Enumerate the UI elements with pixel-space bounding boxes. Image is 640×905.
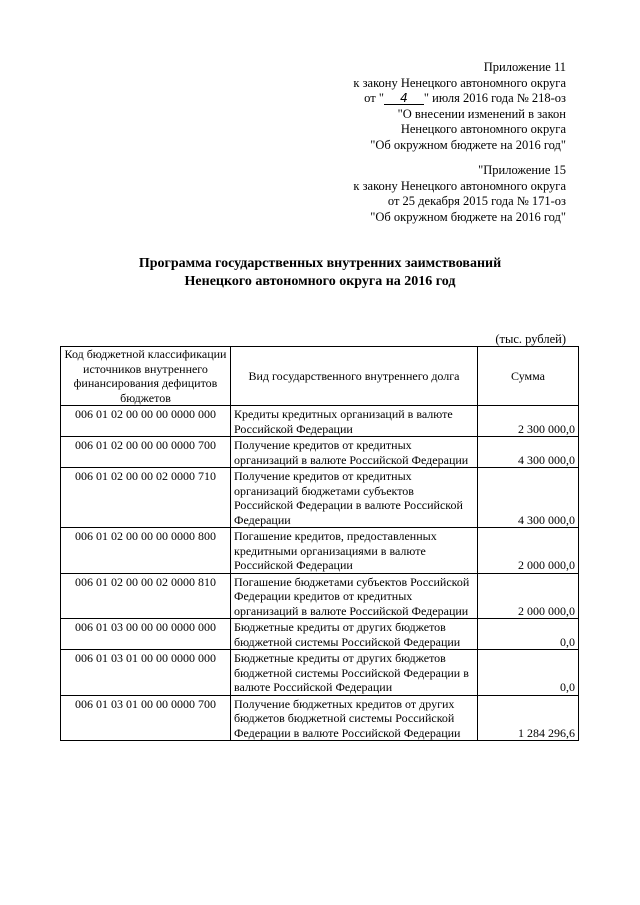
appendix-11-date-line <box>353 91 566 107</box>
row-description: Погашение бюджетами субъектов Российской Федерации кредитов от кредитных организаций в валюте Российской Федерации <box>231 573 478 619</box>
appendix-11-law-line: к закону Ненецкого автономного округа <box>353 75 566 90</box>
borrowing-table <box>60 346 579 741</box>
row-amount: 0,0 <box>478 619 579 650</box>
appendix-11-budget-line: "Об окружном бюджете на 2016 год" <box>370 137 566 152</box>
row-description: Бюджетные кредиты от других бюджетов бюджетной системы Российской Федерации в валюте Российской Федерации <box>231 650 478 696</box>
date-suffix: " июля 2016 года № 218-оз <box>423 91 566 105</box>
table-row <box>61 573 579 619</box>
date-prefix: от " <box>364 91 384 105</box>
row-amount: 2 300 000,0 <box>478 406 579 437</box>
row-amount: 4 300 000,0 <box>478 437 579 468</box>
row-description: Кредиты кредитных организаций в валюте Российской Федерации <box>231 406 478 437</box>
row-description: Погашение кредитов, предоставленных кредитными организациями в валюте Российской Федерации <box>231 528 478 574</box>
title-line-1: Программа государственных внутренних заимствований <box>138 256 502 271</box>
appendix-15-date-line: от 25 декабря 2015 года № 171-оз <box>387 194 566 208</box>
table-row <box>61 695 579 741</box>
row-code: 006 01 02 00 00 00 0000 700 <box>61 437 231 468</box>
document-title <box>0 255 640 291</box>
row-code: 006 01 03 01 00 00 0000 000 <box>61 650 231 696</box>
header-debt-type: Вид государственного внутреннего долга <box>231 347 478 406</box>
row-code: 006 01 02 00 00 00 0000 000 <box>61 406 231 437</box>
row-amount: 2 000 000,0 <box>478 573 579 619</box>
table-row <box>61 406 579 437</box>
appendix-11-heading: Приложение 11 <box>483 60 566 74</box>
handwritten-day: 4 <box>384 92 424 105</box>
appendix-11-block <box>353 60 566 153</box>
row-code: 006 01 03 00 00 00 0000 000 <box>61 619 231 650</box>
appendix-11-okrug-line: Ненецкого автономного округа <box>400 122 566 136</box>
table-row <box>61 528 579 574</box>
header-amount: Сумма <box>478 347 579 406</box>
header-code: Код бюджетной классификации источников внутреннего финансирования дефицитов бюджетов <box>61 347 231 406</box>
row-amount: 4 300 000,0 <box>478 468 579 528</box>
title-line-2: Ненецкого автономного округа на 2016 год <box>184 274 456 289</box>
row-description: Бюджетные кредиты от других бюджетов бюджетной системы Российской Федерации <box>231 619 478 650</box>
row-amount: 0,0 <box>478 650 579 696</box>
row-description: Получение кредитов от кредитных организаций в валюте Российской Федерации <box>231 437 478 468</box>
row-code: 006 01 02 00 00 02 0000 710 <box>61 468 231 528</box>
appendix-15-block <box>353 163 566 225</box>
table-header-row <box>61 347 579 406</box>
table-row <box>61 650 579 696</box>
row-code: 006 01 02 00 00 00 0000 800 <box>61 528 231 574</box>
row-description: Получение бюджетных кредитов от других бюджетов бюджетной системы Российской Федерации в валюте Российской Федерации <box>231 695 478 741</box>
row-amount: 1 284 296,6 <box>478 695 579 741</box>
row-description: Получение кредитов от кредитных организаций бюджетами субъектов Российской Федерации в валюте Российской Федерации <box>231 468 478 528</box>
table-row <box>61 437 579 468</box>
row-code: 006 01 02 00 00 02 0000 810 <box>61 573 231 619</box>
table-row <box>61 468 579 528</box>
row-amount: 2 000 000,0 <box>478 528 579 574</box>
appendix-15-law-line: к закону Ненецкого автономного округа <box>353 178 566 193</box>
table-row <box>61 619 579 650</box>
appendix-15-heading: "Приложение 15 <box>478 163 566 177</box>
appendix-11-amend-line: "О внесении изменений в закон <box>397 106 566 121</box>
units-label: (тыс. рублей) <box>495 332 566 346</box>
row-code: 006 01 03 01 00 00 0000 700 <box>61 695 231 741</box>
appendix-15-budget-line: "Об окружном бюджете на 2016 год" <box>370 209 566 224</box>
